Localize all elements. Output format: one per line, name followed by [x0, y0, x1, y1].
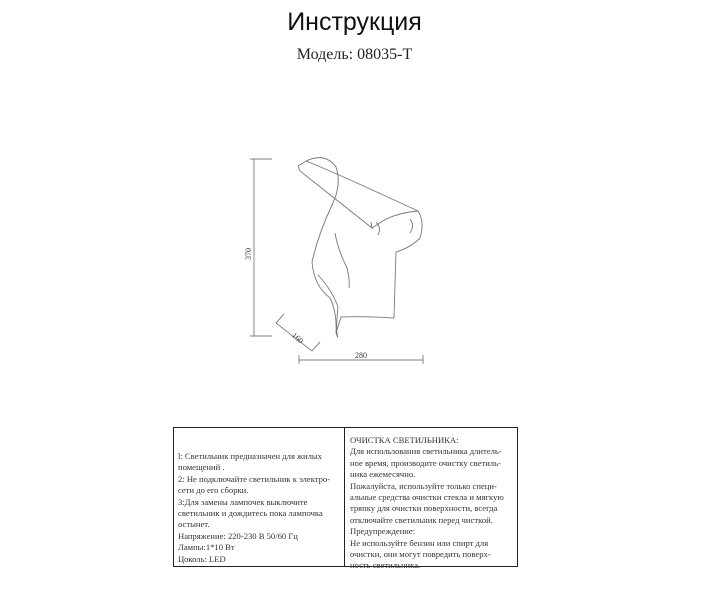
usage-line: остынет. [178, 519, 210, 530]
cleaning-instructions [345, 428, 517, 571]
model-number: Модель: 08035-Т [296, 46, 413, 63]
lamp-spec: Лампы:1*10 Вт [178, 542, 235, 553]
height-dimension [250, 159, 272, 336]
voltage-spec: Напряжение: 220-230 В 50/60 Гц [178, 530, 298, 541]
cleaning-line: Пожалуйста, используйте только специ- [350, 480, 497, 491]
depth-dimension-label: 160 [290, 330, 306, 346]
page-title: Инструкция [287, 8, 422, 36]
usage-line: светильник и дождитесь пока лампочка [178, 508, 323, 519]
usage-line: 3:Для замены лампочек выключите [178, 496, 308, 507]
height-dimension-label: 370 [244, 248, 253, 260]
cleaning-heading: ОЧИСТКА СВЕТИЛЬНИКА: [350, 435, 459, 445]
warning-line: ность светильника. [350, 560, 421, 571]
cleaning-line: отключайте светильник перед чисткой. [350, 514, 493, 525]
width-dimension-label: 280 [355, 351, 367, 360]
instructions-table [173, 427, 518, 571]
usage-line: 2: Не подключайте светильник к электро- [178, 473, 331, 484]
usage-line: l: Светильник предназначен для жилых [178, 451, 322, 461]
lamp-outline [298, 158, 422, 338]
cleaning-line: Для использования светильника длитель- [350, 446, 502, 457]
socket-spec: Цоколь: LED [178, 553, 226, 564]
warning-line: очистки, они могут повредить поверх- [350, 549, 491, 560]
usage-line: помещений . [178, 462, 225, 473]
cleaning-line: ное время, производите очистку светиль- [350, 457, 501, 468]
cleaning-line: тряпку для очистки поверхности, всегда [350, 503, 498, 514]
cleaning-line: ника ежемесячно. [350, 469, 416, 480]
usage-instructions [174, 428, 345, 566]
cleaning-line: альные средства очистки стекла и мягкую [350, 492, 504, 503]
warning-line: Не используйте бензин или спирт для [350, 537, 489, 548]
usage-line: сети до его сборки. [178, 485, 249, 496]
warning-heading: Предупреждение: [350, 526, 416, 537]
